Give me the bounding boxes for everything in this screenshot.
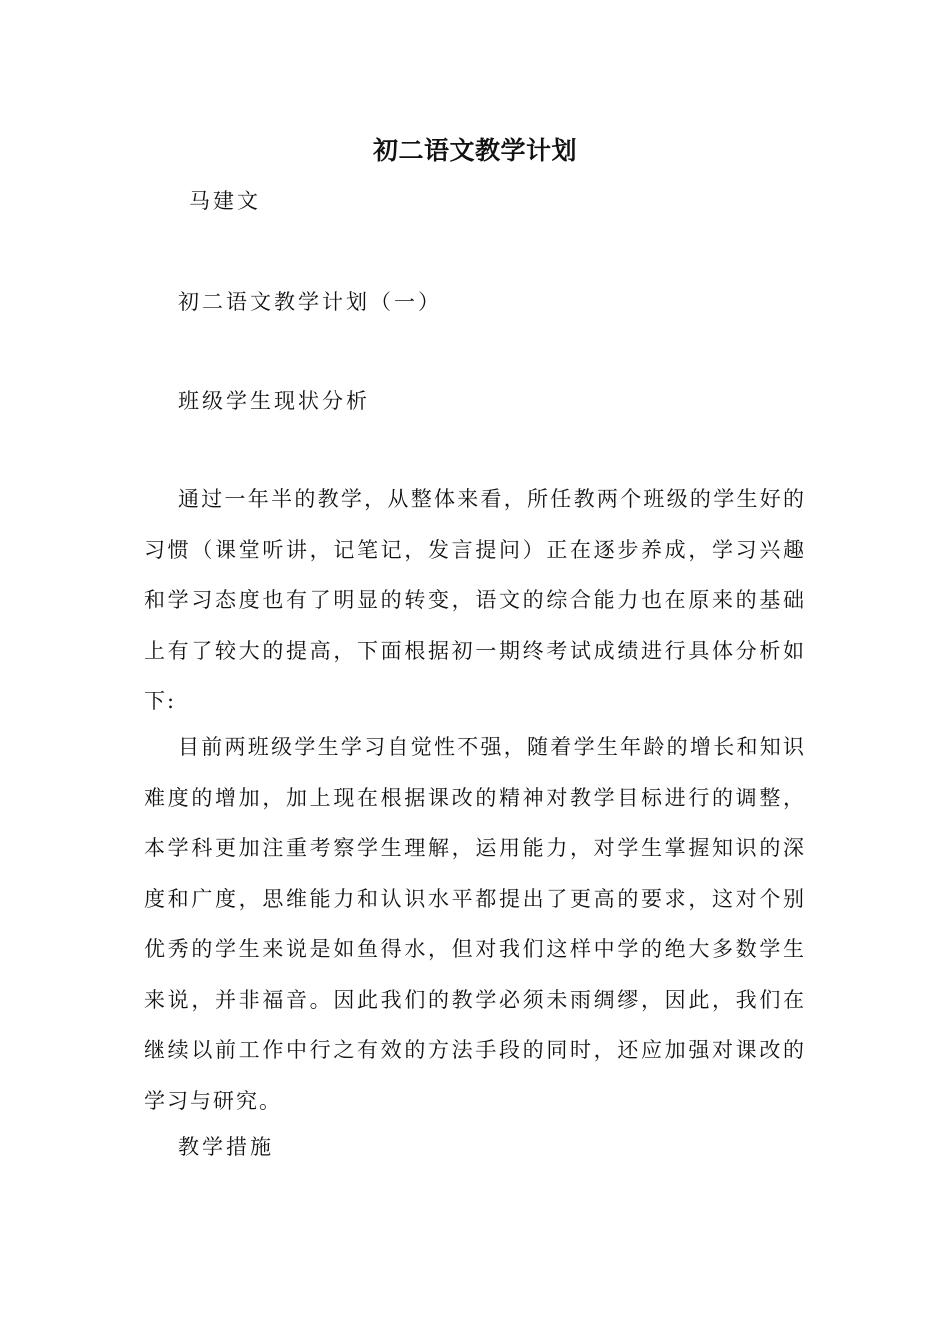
plan-subtitle: 初二语文教学计划（一） [178,290,442,314]
paragraph-current-issues: 目前两班级学生学习自觉性不强，随着学生年龄的增长和知识难度的增加，加上现在根据课改的精神对教学目标进行的调整，本学科更加注重考察学生理解，运用能力，对学生掌握知识的深度和广度，思维能力和认识水平都提出了更高的要求，这对个别优秀的学生来说是如鱼得水，但对我们这样中学的绝大多数学生来说，并非福音。因此我们的教学必须未雨绸缪，因此，我们在继续以前工作中行之有效的方法手段的同时，还应加强对课改的学习与研究。 [144,735,806,1113]
document-title: 初二语文教学计划 [372,136,577,165]
section-heading-teaching-measures: 教学措施 [178,1135,274,1159]
section-heading-status-analysis: 班级学生现状分析 [178,389,370,413]
author-name: 马建文 [189,189,261,213]
paragraph-status-overview: 通过一年半的教学，从整体来看，所任教两个班级的学生好的习惯（课堂听讲，记笔记，发言提问）正在逐步养成，学习兴趣和学习态度也有了明显的转变，语文的综合能力也在原来的基础上有了较大的提高，下面根据初一期终考试成绩进行具体分析如下: [144,487,806,713]
